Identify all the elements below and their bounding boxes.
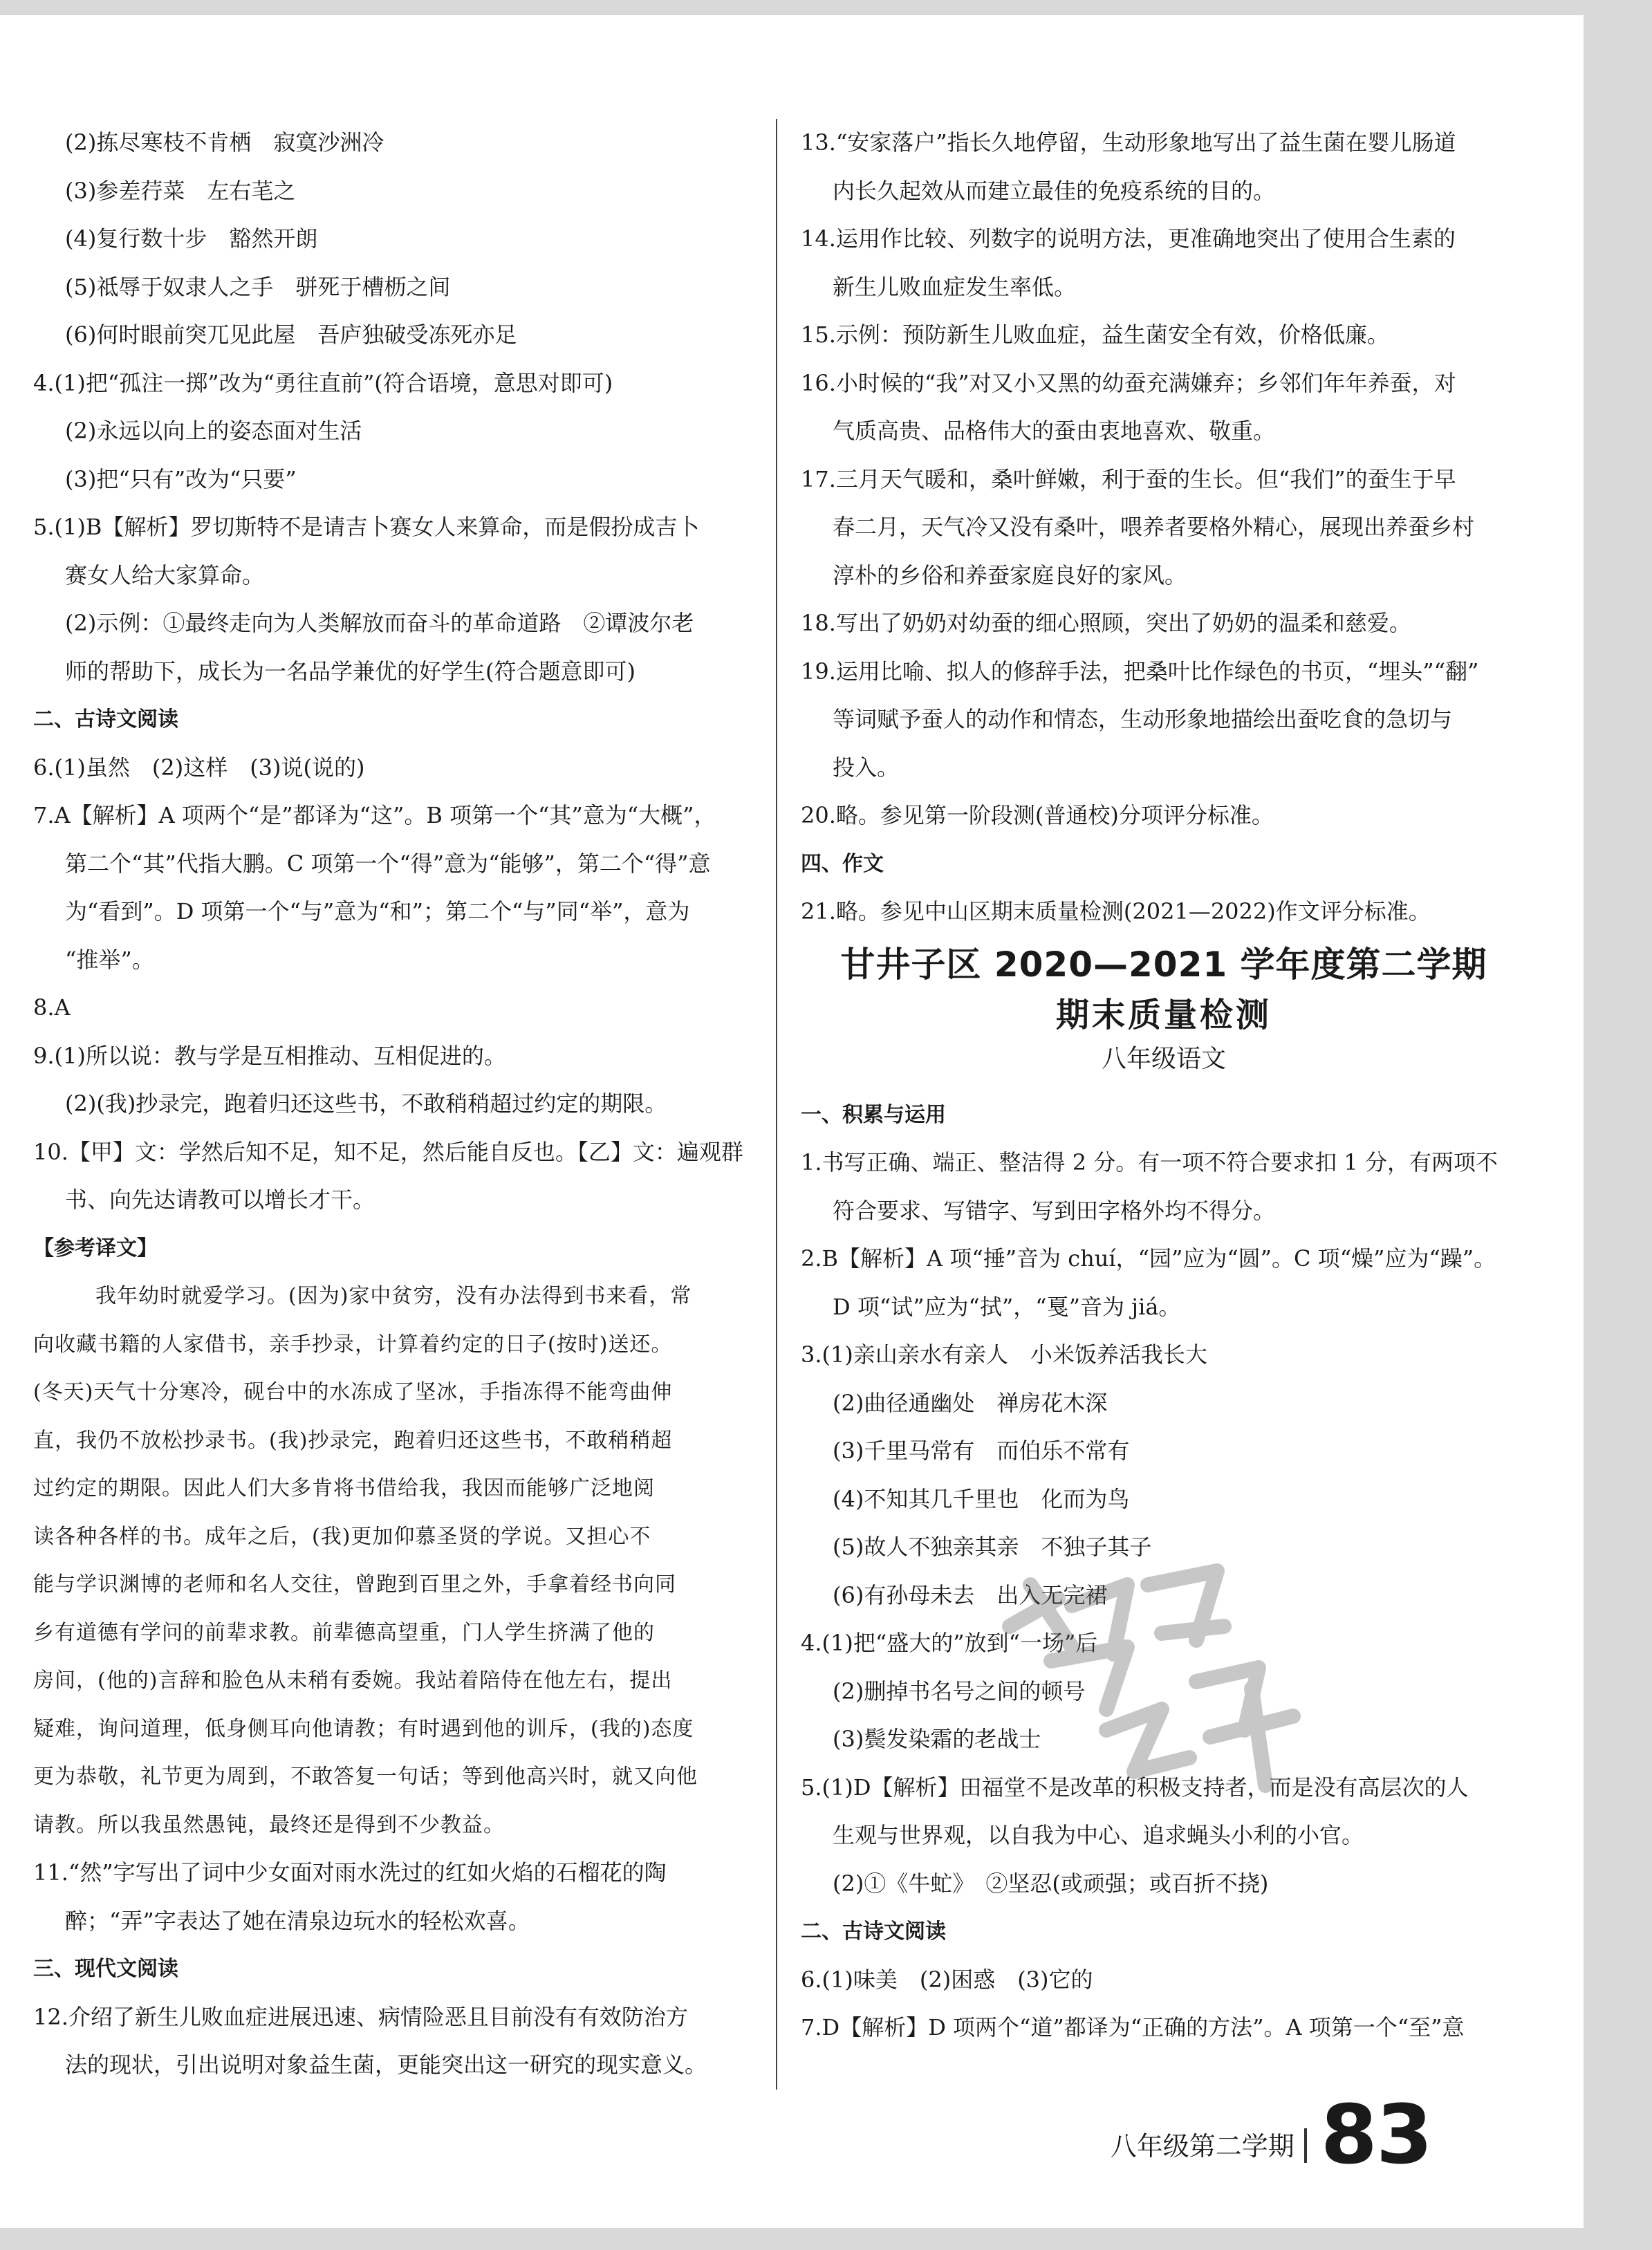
answer-line: (3)参差荇菜 左右芼之 (65, 177, 296, 204)
answer-line: 20.略。参见第一阶段测(普通校)分项评分标准。 (801, 802, 1274, 828)
answer-line: 1.书写正确、端正、整洁得 2 分。有一项不符合要求扣 1 分，有两项不 (801, 1149, 1498, 1175)
exam-header (801, 939, 1527, 1079)
answer-line: 5.(1)D【解析】田福堂不是改革的积极支持者，而是没有高层次的人 (801, 1774, 1469, 1801)
answer-line: (2)永远以向上的姿态面对生活 (65, 418, 362, 444)
answer-line: 11.“然”字写出了词中少女面对雨水洗过的红如火焰的石榴花的陶 (33, 1859, 667, 1886)
answer-line: D 项“试”应为“拭”，“戛”音为 jiá。 (833, 1293, 1181, 1320)
answer-line: 2.B【解析】A 项“捶”音为 chuí，“园”应为“圆”。C 项“燥”应为“躁”。 (801, 1245, 1496, 1272)
answer-line: 投入。 (833, 754, 900, 781)
answer-line: 淳朴的乡俗和养蚕家庭良好的家风。 (833, 561, 1187, 588)
answer-line: (3)把“只有”改为“只要” (65, 465, 297, 492)
answer-line: (3)千里马常有 而伯乐不常有 (833, 1438, 1130, 1464)
answer-line: 过约定的期限。因此人们大多肯将书借给我，我因而能够广泛地阅 (33, 1476, 655, 1500)
answer-line: 乡有道德有学问的前辈求教。前辈德高望重，门人学生挤满了他的 (33, 1620, 655, 1645)
answer-line: 19.运用比喻、拟人的修辞手法，把桑叶比作绿色的书页，“埋头”“翻” (801, 658, 1479, 685)
answer-line: (2)①《牛虻》 ②坚忍(或顽强；或百折不挠) (833, 1870, 1269, 1897)
answer-line: 7.A【解析】A 项两个“是”都译为“这”。B 项第一个“其”意为“大概”， (33, 802, 716, 828)
section-heading: 二、古诗文阅读 (801, 1919, 946, 1944)
answer-line: 15.示例：预防新生儿败血症，益生菌安全有效，价格低廉。 (801, 322, 1389, 348)
exam-subtitle: 期末质量检测 (1055, 995, 1272, 1034)
answer-line: 气质高贵、品格伟大的蚕由衷地喜欢、敬重。 (833, 418, 1276, 444)
answer-line: 14.运用作比较、列数字的说明方法，更准确地突出了使用合生素的 (801, 225, 1456, 252)
answer-line: 书、向先达请教可以增长才干。 (65, 1187, 375, 1213)
section-heading: 【参考译文】 (33, 1236, 158, 1261)
section-heading: 四、作文 (801, 851, 884, 876)
answer-line: 房间，(他的)言辞和脸色从未稍有委婉。我站着陪侍在他左右，提出 (33, 1668, 673, 1693)
answer-line: (冬天)天气十分寒冷，砚台中的水冻成了坚冰，手指冻得不能弯曲伸 (33, 1380, 673, 1404)
answer-line: 9.(1)所以说：教与学是互相推动、互相促进的。 (33, 1042, 506, 1069)
answer-line: 新生儿败血症发生率低。 (833, 273, 1077, 300)
answer-line: (6)何时眼前突兀见此屋 吾庐独破受冻死亦足 (65, 322, 517, 348)
answer-line: 6.(1)虽然 (2)这样 (3)说(说的) (33, 754, 365, 781)
answer-line: 17.三月天气暖和，桑叶鲜嫩，利于蚕的生长。但“我们”的蚕生于早 (801, 465, 1456, 492)
answer-line: 内长久起效从而建立最佳的免疫系统的目的。 (833, 177, 1276, 204)
answer-line: (3)鬓发染霜的老战士 (833, 1726, 1041, 1752)
right-column-top (801, 119, 1527, 936)
page-number: 83 (1320, 2087, 1431, 2182)
answer-line: 等词赋予蚕人的动作和情态，生动形象地描绘出蚕吃食的急切与 (833, 706, 1453, 732)
answer-line: 10.【甲】文：学然后知不足，知不足，然后能自反也。【乙】文：遍观群 (33, 1138, 743, 1165)
answer-line: “推举”。 (65, 946, 154, 973)
answer-line: (2)示例：①最终走向为人类解放而奋斗的革命道路 ②谭波尔老 (65, 610, 694, 636)
answer-line: 向收藏书籍的人家借书，亲手抄录，计算着约定的日子(按时)送还。 (33, 1332, 673, 1357)
answer-line: 第二个“其”代指大鹏。C 项第一个“得”意为“能够”，第二个“得”意 (65, 850, 711, 877)
answer-line: 12.介绍了新生儿败血症进展迅速、病情险恶且目前没有有效防治方 (33, 2003, 688, 2030)
answer-line: 为“看到”。D 项第一个“与”意为“和”；第二个“与”同“举”，意为 (65, 898, 690, 924)
answer-line: 21.略。参见中山区期末质量检测(2021—2022)作文评分标准。 (801, 898, 1431, 924)
section-heading: 二、古诗文阅读 (33, 707, 178, 732)
exam-title: 甘井子区 2020—2021 学年度第二学期 (840, 944, 1487, 985)
exam-grade: 八年级语文 (1101, 1044, 1226, 1073)
answer-line: 能与学识渊博的老师和名人交往，曾跑到百里之外，手拿着经书向同 (33, 1572, 676, 1597)
answer-line: 18.写出了奶奶对幼蚕的细心照顾，突出了奶奶的温柔和慈爱。 (801, 610, 1411, 636)
answer-line: 更为恭敬，礼节更为周到，不敢答复一句话；等到他高兴时，就又向他 (33, 1765, 698, 1789)
footer-divider (1304, 2128, 1307, 2163)
answer-line: 4.(1)把“盛大的”放到“一场”后 (801, 1630, 1098, 1656)
answer-line: 直，我仍不放松抄录书。(我)抄录完，跑着归还这些书，不敢稍稍超 (33, 1428, 673, 1453)
answer-line: 生观与世界观，以自我为中心、追求蝇头小利的小官。 (833, 1822, 1364, 1848)
answer-line: (2)删掉书名号之间的顿号 (833, 1677, 1086, 1704)
answer-line: 13.“安家落户”指长久地停留，生动形象地写出了益生菌在婴儿肠道 (801, 129, 1456, 156)
right-column (801, 119, 1527, 2052)
answer-line: 6.(1)味美 (2)困惑 (3)它的 (801, 1966, 1093, 1993)
answer-line: (2)曲径通幽处 禅房花木深 (833, 1389, 1108, 1416)
answer-page (0, 15, 1584, 2228)
right-column-bottom (801, 1091, 1527, 2052)
answer-line: (4)不知其几千里也 化而为鸟 (833, 1485, 1130, 1512)
answer-line: (2)拣尽寒枝不肯栖 寂寞沙洲冷 (65, 129, 384, 156)
page-footer (1110, 2087, 1431, 2182)
answer-line: 法的现状，引出说明对象益生菌，更能突出这一研究的现实意义。 (65, 2052, 707, 2078)
column-divider (776, 119, 777, 2090)
answer-line: 4.(1)把“孤注一掷”改为“勇往直前”(符合语境，意思对即可) (33, 369, 613, 396)
answer-line: 读各种各样的书。成年之后，(我)更加仰慕圣贤的学说。又担心不 (33, 1524, 651, 1549)
left-column (33, 119, 759, 2090)
answer-line: 符合要求、写错字、写到田字格外均不得分。 (833, 1197, 1276, 1224)
answer-line: (5)祗辱于奴隶人之手 骈死于槽枥之间 (65, 273, 451, 300)
section-heading: 三、现代文阅读 (33, 1957, 178, 1981)
answer-line: (2)(我)抄录完，跑着归还这些书，不敢稍稍超过约定的期限。 (65, 1090, 667, 1117)
answer-line: 3.(1)亲山亲水有亲人 小米饭养活我长大 (801, 1341, 1207, 1368)
answer-line: 8.A (33, 994, 71, 1021)
answer-line: 春二月，天气冷又没有桑叶，喂养者要格外精心，展现出养蚕乡村 (833, 514, 1475, 540)
answer-line: 师的帮助下，成长为一名品学兼优的好学生(符合题意即可) (65, 658, 635, 685)
answer-line: 16.小时候的“我”对又小又黑的幼蚕充满嫌弃；乡邻们年年养蚕，对 (801, 369, 1456, 396)
answer-line: 疑难，询问道理，低身侧耳向他请教；有时遇到他的训斥，(我的)态度 (33, 1716, 694, 1741)
answer-line: (4)复行数十步 豁然开朗 (65, 225, 318, 252)
answer-line: (6)有孙母未去 出入无完裙 (833, 1581, 1108, 1608)
answer-line: 赛女人给大家算命。 (65, 561, 265, 588)
answer-line: 我年幼时就爱学习。(因为)家中贫穷，没有办法得到书来看，常 (95, 1284, 692, 1308)
answer-line: (5)故人不独亲其亲 不独子其子 (833, 1534, 1152, 1560)
footer-grade-text: 八年级第二学期 (1110, 2131, 1294, 2161)
answer-line: 请教。所以我虽然愚钝，最终还是得到不少教益。 (33, 1812, 505, 1837)
answer-line: 5.(1)B【解析】罗切斯特不是请吉卜赛女人来算命，而是假扮成吉卜 (33, 514, 700, 540)
answer-line: 醉；“弄”字表达了她在清泉边玩水的轻松欢喜。 (65, 1907, 530, 1934)
section-heading: 一、积累与运用 (801, 1102, 946, 1127)
answer-line: 7.D【解析】D 项两个“道”都译为“正确的方法”。A 项第一个“至”意 (801, 2014, 1465, 2040)
